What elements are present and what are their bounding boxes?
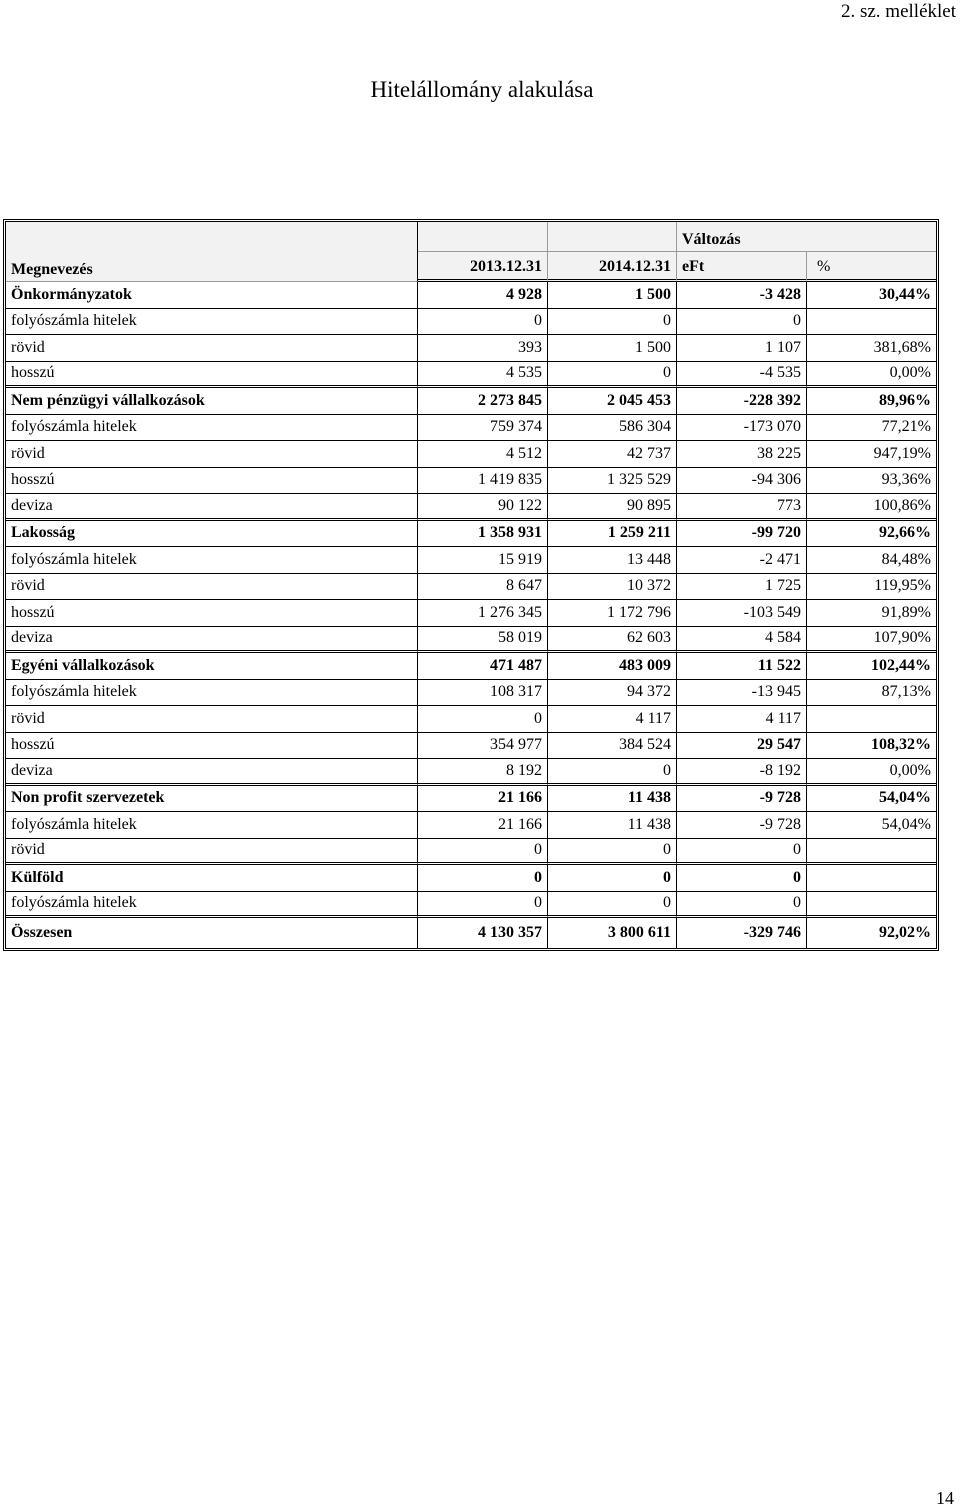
- row-value-2013: 58 019: [418, 627, 548, 654]
- row-value-2014: 0: [548, 362, 677, 389]
- header-change-eft: eFt: [677, 252, 807, 282]
- row-name: deviza: [6, 627, 418, 654]
- row-change-eft: 11 522: [677, 653, 807, 680]
- row-value-2013: 90 122: [418, 494, 548, 521]
- row-value-2014: 90 895: [548, 494, 677, 521]
- row-name: rövid: [6, 706, 418, 733]
- row-name: rövid: [6, 839, 418, 866]
- header-date1: 2013.12.31: [418, 252, 548, 282]
- table-row: [6, 839, 936, 866]
- row-change-pct: 92,02%: [879, 924, 931, 941]
- row-value-2013: 8 647: [418, 574, 548, 601]
- row-value-2014: 483 009: [548, 653, 677, 680]
- row-change-pct: 381,68%: [807, 335, 936, 362]
- row-value-2014: 1 500: [548, 335, 677, 362]
- row-value-2013: 4 512: [418, 441, 548, 468]
- row-name: folyószámla hitelek: [6, 547, 418, 574]
- row-value-2014: 0: [548, 892, 677, 919]
- row-value-2013: 4 928: [418, 282, 548, 309]
- row-change-eft: -228 392: [677, 388, 807, 415]
- row-change-pct: 84,48%: [807, 547, 936, 574]
- row-name: Önkormányzatok: [6, 282, 418, 309]
- table-body: [6, 282, 936, 948]
- row-change-eft: 1 725: [677, 574, 807, 601]
- row-name: folyószámla hitelek: [6, 680, 418, 707]
- row-name: rövid: [6, 335, 418, 362]
- table-row: [6, 600, 936, 627]
- row-value-2014: 1 172 796: [548, 600, 677, 627]
- row-value-2013: 15 919: [418, 547, 548, 574]
- group-row: [6, 786, 936, 813]
- row-change-eft: 773: [677, 494, 807, 521]
- row-name: deviza: [6, 759, 418, 786]
- table-row: [6, 680, 936, 707]
- row-value-2014: 384 524: [548, 733, 677, 760]
- row-change-eft: -3 428: [677, 282, 807, 309]
- row-value-2014: 586 304: [548, 415, 677, 442]
- row-change-pct: 77,21%: [807, 415, 936, 442]
- row-change-pct: 947,19%: [807, 441, 936, 468]
- group-row: [6, 521, 936, 548]
- table-row: [6, 335, 936, 362]
- header-change-pct-top: [807, 222, 936, 252]
- row-change-pct: 30,44%: [807, 282, 936, 309]
- row-change-pct: 107,90%: [807, 627, 936, 654]
- row-change-pct: [807, 865, 936, 892]
- table-row: [6, 574, 936, 601]
- table-row: [6, 627, 936, 654]
- table-row: [6, 309, 936, 336]
- row-value-2014: 0: [548, 865, 677, 892]
- header-change-pct: %: [807, 252, 936, 282]
- table-row: [6, 441, 936, 468]
- group-row: [6, 653, 936, 680]
- row-value-2013: 354 977: [418, 733, 548, 760]
- row-name: rövid: [6, 574, 418, 601]
- row-value-2013: 4 535: [418, 362, 548, 389]
- row-name: hosszú: [6, 733, 418, 760]
- row-value-2014: 0: [548, 309, 677, 336]
- row-value-2013: 1 276 345: [418, 600, 548, 627]
- row-change-pct: 0,00%: [807, 759, 936, 786]
- group-row: [6, 388, 936, 415]
- row-change-eft: -94 306: [677, 468, 807, 495]
- row-name: Non profit szervezetek: [6, 786, 418, 813]
- row-change-eft: 29 547: [677, 733, 807, 760]
- row-value-2013: 471 487: [418, 653, 548, 680]
- row-change-pct: 108,32%: [807, 733, 936, 760]
- table-row: [6, 759, 936, 786]
- row-change-eft: -9 728: [677, 786, 807, 813]
- row-change-pct: 91,89%: [807, 600, 936, 627]
- table-row: [6, 892, 936, 919]
- row-value-2013: 0: [418, 839, 548, 866]
- table-row: [6, 468, 936, 495]
- row-name: Összesen: [6, 918, 418, 948]
- header-name: Megnevezés: [6, 222, 418, 282]
- row-change-eft: -99 720: [677, 521, 807, 548]
- row-value-2014: 0: [548, 839, 677, 866]
- row-change-eft: 0: [677, 309, 807, 336]
- row-change-pct: 93,36%: [807, 468, 936, 495]
- credit-table: [6, 222, 936, 948]
- row-value-2014: 94 372: [548, 680, 677, 707]
- row-change-pct: [807, 706, 936, 733]
- row-change-pct: [807, 839, 936, 866]
- row-name: hosszú: [6, 362, 418, 389]
- row-change-eft: 0: [677, 839, 807, 866]
- row-name: Egyéni vállalkozások: [6, 653, 418, 680]
- row-value-2013: 0: [418, 706, 548, 733]
- row-name: Nem pénzügyi vállalkozások: [6, 388, 418, 415]
- row-value-2013: 0: [418, 865, 548, 892]
- row-name: rövid: [6, 441, 418, 468]
- row-name: Külföld: [6, 865, 418, 892]
- row-change-eft: -13 945: [677, 680, 807, 707]
- table-row: [6, 733, 936, 760]
- row-change-eft: 4 584: [677, 627, 807, 654]
- row-change-pct: [807, 309, 936, 336]
- row-change-pct: 100,86%: [807, 494, 936, 521]
- row-change-eft: 38 225: [677, 441, 807, 468]
- row-change-eft: -9 728: [677, 812, 807, 839]
- row-name: deviza: [6, 494, 418, 521]
- row-value-2014: 62 603: [548, 627, 677, 654]
- row-change-pct: 87,13%: [807, 680, 936, 707]
- row-value-2014: 0: [548, 759, 677, 786]
- header-date1-top: [418, 222, 548, 252]
- row-change-eft: -8 192: [677, 759, 807, 786]
- row-change-eft: -4 535: [677, 362, 807, 389]
- row-name: folyószámla hitelek: [6, 309, 418, 336]
- row-value-2014: 1 259 211: [548, 521, 677, 548]
- row-value-2014: 11 438: [548, 812, 677, 839]
- row-value-2013: 0: [418, 309, 548, 336]
- row-change-eft: -329 746: [677, 918, 807, 948]
- row-name: folyószámla hitelek: [6, 812, 418, 839]
- row-change-eft: -2 471: [677, 547, 807, 574]
- row-value-2013: 8 192: [418, 759, 548, 786]
- row-value-2014: 13 448: [548, 547, 677, 574]
- row-value-2013: 759 374: [418, 415, 548, 442]
- header-date2-top: [548, 222, 677, 252]
- row-change-eft: -103 549: [677, 600, 807, 627]
- row-value-2013: 1 358 931: [418, 521, 548, 548]
- row-change-eft: 1 107: [677, 335, 807, 362]
- row-change-pct: 0,00%: [807, 362, 936, 389]
- row-name: folyószámla hitelek: [6, 892, 418, 919]
- row-change-pct: 54,04%: [807, 786, 936, 813]
- row-change-eft: -173 070: [677, 415, 807, 442]
- row-value-2013: 0: [418, 892, 548, 919]
- table-row: [6, 415, 936, 442]
- annex-label: 2. sz. melléklet: [840, 1, 956, 22]
- row-value-2013: 393: [418, 335, 548, 362]
- header-change: Változás: [677, 222, 807, 252]
- row-value-2013: 4 130 357: [418, 918, 548, 948]
- row-value-2013: 108 317: [418, 680, 548, 707]
- group-row: [6, 282, 936, 309]
- row-value-2014: 4 117: [548, 706, 677, 733]
- row-change-eft: 0: [677, 865, 807, 892]
- group-row: [6, 865, 936, 892]
- table-row: [6, 812, 936, 839]
- row-value-2014: 3 800 611: [548, 918, 677, 948]
- row-change-pct: 92,66%: [807, 521, 936, 548]
- row-change-pct: 89,96%: [807, 388, 936, 415]
- row-value-2014: 1 500: [548, 282, 677, 309]
- header-row-top: [6, 222, 936, 252]
- table-row: [6, 362, 936, 389]
- table-row: [6, 706, 936, 733]
- row-value-2014: 1 325 529: [548, 468, 677, 495]
- credit-table-frame: [3, 219, 939, 951]
- row-name: Lakosság: [6, 521, 418, 548]
- row-value-2013: 1 419 835: [418, 468, 548, 495]
- row-change-pct: [807, 892, 936, 919]
- row-change-eft: 4 117: [677, 706, 807, 733]
- row-change-eft: 0: [677, 892, 807, 919]
- header-date2: 2014.12.31: [548, 252, 677, 282]
- row-name: hosszú: [6, 600, 418, 627]
- row-change-pct: 54,04%: [807, 812, 936, 839]
- row-change-pct: 102,44%: [807, 653, 936, 680]
- row-value-2013: 21 166: [418, 812, 548, 839]
- row-name: folyószámla hitelek: [6, 415, 418, 442]
- row-value-2013: 2 273 845: [418, 388, 548, 415]
- row-value-2013: 21 166: [418, 786, 548, 813]
- page-title: Hitelállomány alakulása: [370, 77, 594, 102]
- row-change-pct: 119,95%: [807, 574, 936, 601]
- row-value-2014: 11 438: [548, 786, 677, 813]
- row-value-2014: 2 045 453: [548, 388, 677, 415]
- total-row: [6, 918, 936, 948]
- table-row: [6, 494, 936, 521]
- page-number: 14: [936, 1488, 954, 1508]
- table-row: [6, 547, 936, 574]
- row-value-2014: 10 372: [548, 574, 677, 601]
- row-value-2014: 42 737: [548, 441, 677, 468]
- row-name: hosszú: [6, 468, 418, 495]
